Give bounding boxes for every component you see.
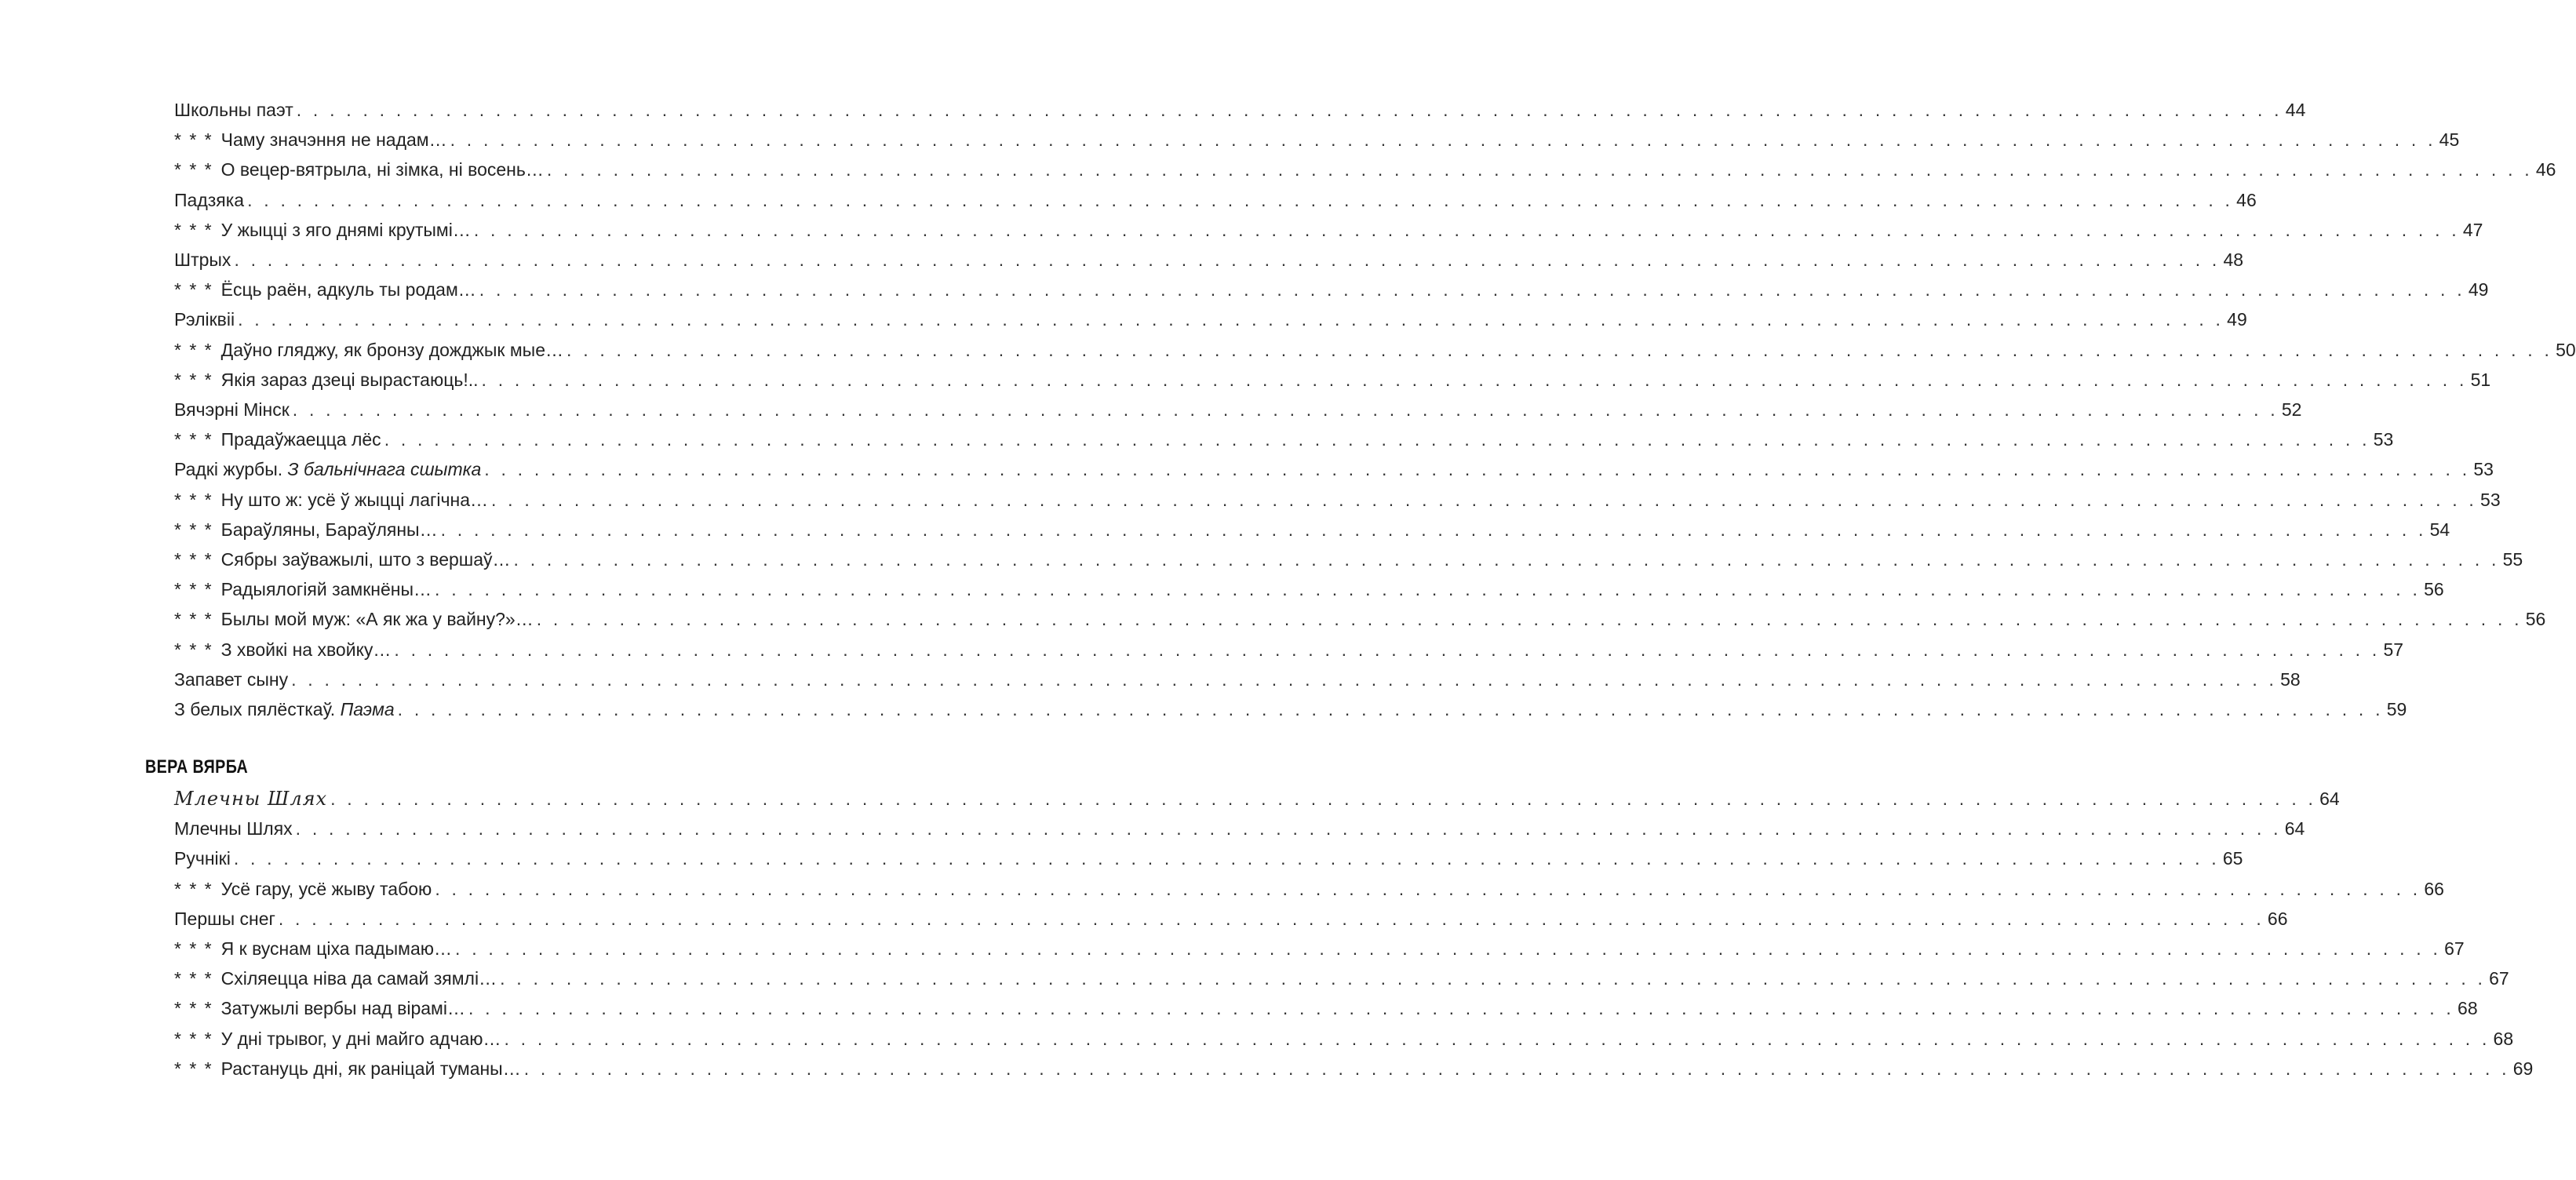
dot-leader: . . . . . . . . . . . . . . . . . . . . . . . . . . . . . . . . . . . . . . . . . . . . . . . . . . . . . . . . . . . . . . . . . . . . . . . . . . . . . . . . . . . . . . . . . . . . . . . . . . . . . . . . . . . . . . . . . . . . . . . .	[435, 579, 2421, 599]
dot-leader: . . . . . . . . . . . . . . . . . . . . . . . . . . . . . . . . . . . . . . . . . . . . . . . . . . . . . . . . . . . . . . . . . . . . . . . . . . . . . . . . . . . . . . . . . . . . . . . . . . . . . . . . . . . . . . . . . . . . . . . .	[490, 490, 2478, 510]
dot-leader: . . . . . . . . . . . . . . . . . . . . . . . . . . . . . . . . . . . . . . . . . . . . . . . . . . . . . . . . . . . . . . . . . . . . . . . . . . . . . . . . . . . . . . . . . . . . . . . . . . . . . . . . . . . . . . . . . . . . . . . .	[234, 249, 2221, 270]
entry-title-text: Першы снег	[174, 909, 275, 929]
dot-leader: . . . . . . . . . . . . . . . . . . . . . . . . . . . . . . . . . . . . . . . . . . . . . . . . . . . . . . . . . . . . . . . . . . . . . . . . . . . . . . . . . . . . . . . . . . . . . . . . . . . . . . . . . . . . . . . . . . . . . . . .	[394, 639, 2381, 660]
toc-entry	[174, 786, 2340, 811]
toc-entry	[174, 307, 2247, 332]
toc-entry-title	[174, 157, 544, 182]
toc-entry-title	[174, 247, 231, 272]
page-number: 49	[2227, 309, 2247, 330]
toc-entry-title	[174, 547, 511, 572]
page-number: 64	[2319, 788, 2340, 809]
toc-entry	[174, 996, 2478, 1021]
toc-entry-title	[174, 188, 244, 213]
dot-leader: . . . . . . . . . . . . . . . . . . . . . . . . . . . . . . . . . . . . . . . . . . . . . . . . . . . . . . . . . . . . . . . . . . . . . . . . . . . . . . . . . . . . . . . . . . . . . . . . . . . . . . . . . . . . . . . . . . . . . . . .	[435, 879, 2421, 899]
entry-title-text: Схіляецца ніва да самай зямлі…	[220, 968, 497, 989]
dot-leader: . . . . . . . . . . . . . . . . . . . . . . . . . . . . . . . . . . . . . . . . . . . . . . . . . . . . . . . . . . . . . . . . . . . . . . . . . . . . . . . . . . . . . . . . . . . . . . . . . . . . . . . . . . . . . . . . . . . . . . . .	[481, 370, 2468, 390]
entry-title-text: Растануць дні, як раніцай туманы…	[220, 1058, 521, 1079]
toc-entry	[174, 188, 2257, 213]
toc-entry-title	[174, 127, 447, 152]
page-number: 52	[2281, 399, 2302, 420]
dot-leader: . . . . . . . . . . . . . . . . . . . . . . . . . . . . . . . . . . . . . . . . . . . . . . . . . . . . . . . . . . . . . . . . . . . . . . . . . . . . . . . . . . . . . . . . . . . . . . . . . . . . . . . . . . . . . . . . . . . . . . . .	[473, 220, 2460, 240]
toc-entry	[174, 217, 2483, 242]
toc-entry	[174, 97, 2306, 122]
toc-entry-title	[174, 217, 471, 242]
asterism: * * *	[174, 998, 213, 1018]
toc-entry	[174, 816, 2305, 841]
entry-title-text: Прадаўжаецца лёс	[220, 429, 381, 450]
asterism: * * *	[174, 1029, 213, 1049]
asterism: * * *	[174, 579, 213, 599]
entry-title-text: Затужылі вербы над вірамі…	[220, 998, 465, 1018]
entry-title-text: Запавет сыну	[174, 669, 289, 690]
toc-entry	[174, 397, 2302, 422]
asterism: * * *	[174, 1058, 213, 1079]
asterism: * * *	[174, 490, 213, 510]
entry-title-text: У жыцці з яго днямі крутымі…	[220, 220, 471, 240]
toc-entry	[174, 637, 2404, 662]
dot-leader: . . . . . . . . . . . . . . . . . . . . . . . . . . . . . . . . . . . . . . . . . . . . . . . . . . . . . . . . . . . . . . . . . . . . . . . . . . . . . . . . . . . . . . . . . . . . . . . . . . . . . . . . . . . . . . . . . . . . . . . .	[292, 399, 2279, 420]
toc-entry-title	[174, 936, 452, 961]
asterism: * * *	[174, 129, 213, 150]
entry-subtitle: З бальнічнага сшытка	[287, 459, 482, 479]
toc-entry	[174, 247, 2244, 272]
dot-leader: . . . . . . . . . . . . . . . . . . . . . . . . . . . . . . . . . . . . . . . . . . . . . . . . . . . . . . . . . . . . . . . . . . . . . . . . . . . . . . . . . . . . . . . . . . . . . . . . . . . . . . . . . . . . . . . . . . . . . . . .	[513, 549, 2500, 570]
toc-entry-title	[174, 906, 275, 931]
toc-entry	[174, 517, 2450, 542]
toc-entry-title	[174, 1026, 501, 1051]
entry-title-text: Ручнікі	[174, 848, 231, 869]
toc-entry	[174, 487, 2501, 512]
asterism: * * *	[174, 519, 213, 540]
section-heading: ВЕРА ВЯРБА	[145, 756, 249, 778]
dot-leader: . . . . . . . . . . . . . . . . . . . . . . . . . . . . . . . . . . . . . . . . . . . . . . . . . . . . . . . . . . . . . . . . . . . . . . . . . . . . . . . . . . . . . . . . . . . . . . . . . . . . . . . . . . . . . . . . . . . . . . . .	[291, 669, 2278, 690]
dot-leader: . . . . . . . . . . . . . . . . . . . . . . . . . . . . . . . . . . . . . . . . . . . . . . . . . . . . . . . . . . . . . . . . . . . . . . . . . . . . . . . . . . . . . . . . . . . . . . . . . . . . . . . . . . . . . . . . . . . . . . . .	[500, 968, 2487, 989]
toc-entry-title	[174, 966, 497, 991]
asterism: * * *	[174, 220, 213, 240]
dot-leader: . . . . . . . . . . . . . . . . . . . . . . . . . . . . . . . . . . . . . . . . . . . . . . . . . . . . . . . . . . . . . . . . . . . . . . . . . . . . . . . . . . . . . . . . . . . . . . . . . . . . . . . . . . . . . . . . . . . . . . . .	[567, 340, 2553, 360]
dot-leader: . . . . . . . . . . . . . . . . . . . . . . . . . . . . . . . . . . . . . . . . . . . . . . . . . . . . . . . . . . . . . . . . . . . . . . . . . . . . . . . . . . . . . . . . . . . . . . . . . . . . . . . . . . . . . . . . . . . . . . . .	[233, 848, 2220, 869]
entry-title-text: Вячэрні Мінск	[174, 399, 290, 420]
page-number: 56	[2525, 609, 2546, 629]
entry-title-text: У дні трывог, у дні майго адчаю…	[220, 1029, 501, 1049]
toc-entry-title	[174, 667, 288, 692]
toc-entry	[174, 846, 2243, 871]
page-number: 69	[2512, 1058, 2534, 1079]
toc-entry	[174, 457, 2494, 482]
page-number: 59	[2386, 699, 2407, 719]
page-number: 53	[2473, 459, 2494, 479]
toc-entry	[174, 367, 2491, 392]
toc-entry-title	[174, 846, 231, 871]
page-number: 55	[2502, 549, 2523, 570]
entry-title-text: Штрых	[174, 249, 231, 270]
entry-title-text: З хвойкі на хвойку…	[220, 639, 392, 660]
toc-entry-title	[174, 487, 488, 512]
dot-leader: . . . . . . . . . . . . . . . . . . . . . . . . . . . . . . . . . . . . . . . . . . . . . . . . . . . . . . . . . . . . . . . . . . . . . . . . . . . . . . . . . . . . . . . . . . . . . . . . . . . . . . . . . . . . . . . . . . . . . . . .	[536, 609, 2523, 629]
dot-leader: . . . . . . . . . . . . . . . . . . . . . . . . . . . . . . . . . . . . . . . . . . . . . . . . . . . . . . . . . . . . . . . . . . . . . . . . . . . . . . . . . . . . . . . . . . . . . . . . . . . . . . . . . . . . . . . . . . . . . . . .	[238, 309, 2224, 330]
entry-title-text: Радыялогіяй замкнёны…	[220, 579, 432, 599]
dot-leader: . . . . . . . . . . . . . . . . . . . . . . . . . . . . . . . . . . . . . . . . . . . . . . . . . . . . . . . . . . . . . . . . . . . . . . . . . . . . . . . . . . . . . . . . . . . . . . . . . . . . . . . . . . . . . . . . . . . . . . . .	[397, 699, 2384, 719]
toc-entry	[174, 697, 2407, 722]
page-number: 48	[2223, 249, 2244, 270]
entry-title-text: Якія зараз дзеці вырастаюць!..	[220, 370, 479, 390]
toc-entry-title	[174, 517, 438, 542]
page-number: 50	[2556, 340, 2576, 360]
toc-entry-title	[174, 876, 432, 901]
toc-entry	[174, 157, 2556, 182]
page-number: 56	[2424, 579, 2444, 599]
toc-entry-title	[174, 816, 293, 841]
dot-leader: . . . . . . . . . . . . . . . . . . . . . . . . . . . . . . . . . . . . . . . . . . . . . . . . . . . . . . . . . . . . . . . . . . . . . . . . . . . . . . . . . . . . . . . . . . . . . . . . . . . . . . . . . . . . . . . . . . . . . . . .	[450, 129, 2436, 150]
toc-entry-title	[174, 457, 481, 482]
page-number: 67	[2489, 968, 2509, 989]
asterism: * * *	[174, 429, 213, 450]
toc-entry-title	[174, 307, 235, 332]
toc-entry	[174, 1026, 2514, 1051]
toc-entry	[174, 427, 2394, 452]
page-number: 68	[2458, 998, 2478, 1018]
dot-leader: . . . . . . . . . . . . . . . . . . . . . . . . . . . . . . . . . . . . . . . . . . . . . . . . . . . . . . . . . . . . . . . . . . . . . . . . . . . . . . . . . . . . . . . . . . . . . . . . . . . . . . . . . . . . . . . . . . . . . . . .	[455, 938, 2442, 959]
page-number: 49	[2468, 279, 2489, 300]
toc-entry	[174, 876, 2444, 901]
entry-title-text: Ёсць раён, адкуль ты родам…	[220, 279, 476, 300]
page-number: 46	[2535, 159, 2556, 180]
toc-entry-title	[174, 996, 465, 1021]
entry-title-text: Падзяка	[174, 190, 245, 210]
entry-title-text: Бараўляны, Бараўляны…	[220, 519, 438, 540]
entry-title-text: Школьны паэт	[174, 100, 293, 120]
dot-leader: . . . . . . . . . . . . . . . . . . . . . . . . . . . . . . . . . . . . . . . . . . . . . . . . . . . . . . . . . . . . . . . . . . . . . . . . . . . . . . . . . . . . . . . . . . . . . . . . . . . . . . . . . . . . . . . . . . . . . . . .	[504, 1029, 2490, 1049]
dot-leader: . . . . . . . . . . . . . . . . . . . . . . . . . . . . . . . . . . . . . . . . . . . . . . . . . . . . . . . . . . . . . . . . . . . . . . . . . . . . . . . . . . . . . . . . . . . . . . . . . . . . . . . . . . . . . . . . . . . . . . . .	[484, 459, 2471, 479]
page-number: 58	[2280, 669, 2301, 690]
page-number: 66	[2267, 909, 2288, 929]
dot-leader: . . . . . . . . . . . . . . . . . . . . . . . . . . . . . . . . . . . . . . . . . . . . . . . . . . . . . . . . . . . . . . . . . . . . . . . . . . . . . . . . . . . . . . . . . . . . . . . . . . . . . . . . . . . . . . . . . . . . . . . .	[384, 429, 2370, 450]
toc-entry-title	[174, 606, 534, 632]
page-number: 68	[2493, 1029, 2514, 1049]
asterism: * * *	[174, 639, 213, 660]
page-number: 64	[2284, 818, 2305, 839]
toc-entry-title	[174, 367, 479, 392]
toc-entry	[174, 936, 2465, 961]
toc-entry	[174, 337, 2576, 362]
asterism: * * *	[174, 968, 213, 989]
dot-leader: . . . . . . . . . . . . . . . . . . . . . . . . . . . . . . . . . . . . . . . . . . . . . . . . . . . . . . . . . . . . . . . . . . . . . . . . . . . . . . . . . . . . . . . . . . . . . . . . . . . . . . . . . . . . . . . . . . . . . . . .	[440, 519, 2427, 540]
toc-entry	[174, 547, 2523, 572]
page-number: 65	[2222, 848, 2243, 869]
entry-title-text: Даўно гляджу, як бронзу дожджык мые…	[220, 340, 564, 360]
dot-leader: . . . . . . . . . . . . . . . . . . . . . . . . . . . . . . . . . . . . . . . . . . . . . . . . . . . . . . . . . . . . . . . . . . . . . . . . . . . . . . . . . . . . . . . . . . . . . . . . . . . . . . . . . . . . . . . . . . . . . . . .	[247, 190, 2234, 210]
toc-entry-title	[174, 337, 563, 362]
page-number: 66	[2424, 879, 2444, 899]
dot-leader: . . . . . . . . . . . . . . . . . . . . . . . . . . . . . . . . . . . . . . . . . . . . . . . . . . . . . . . . . . . . . . . . . . . . . . . . . . . . . . . . . . . . . . . . . . . . . . . . . . . . . . . . . . . . . . . . . . . . . . . .	[479, 279, 2465, 300]
entry-title-text: О вецер-вятрыла, ні зімка, ні восень…	[220, 159, 544, 180]
asterism: * * *	[174, 159, 213, 180]
asterism: * * *	[174, 279, 213, 300]
page-number: 53	[2373, 429, 2394, 450]
page-number: 57	[2383, 639, 2404, 660]
entry-title-text: З белых пялёсткаў.	[174, 699, 341, 719]
toc-entry-title	[174, 577, 432, 602]
asterism: * * *	[174, 340, 213, 360]
dot-leader: . . . . . . . . . . . . . . . . . . . . . . . . . . . . . . . . . . . . . . . . . . . . . . . . . . . . . . . . . . . . . . . . . . . . . . . . . . . . . . . . . . . . . . . . . . . . . . . . . . . . . . . . . . . . . . . . . . . . . . . .	[523, 1058, 2510, 1079]
toc-entry	[174, 606, 2546, 632]
dot-leader: . . . . . . . . . . . . . . . . . . . . . . . . . . . . . . . . . . . . . . . . . . . . . . . . . . . . . . . . . . . . . . . . . . . . . . . . . . . . . . . . . . . . . . . . . . . . . . . . . . . . . . . . . . . . . . . . . . . . . . . .	[546, 159, 2533, 180]
asterism: * * *	[174, 938, 213, 959]
toc-entry-title	[174, 97, 293, 122]
entry-title-text: Чаму значэння не надам…	[220, 129, 447, 150]
toc-entry-title	[174, 1056, 521, 1081]
entry-title-text: Сябры заўважылі, што з вершаў…	[220, 549, 511, 570]
page-number: 53	[2480, 490, 2501, 510]
asterism: * * *	[174, 370, 213, 390]
page-number: 44	[2285, 100, 2306, 120]
toc-entry-title	[174, 637, 391, 662]
entry-title-text: Я к вуснам ціха падымаю…	[220, 938, 453, 959]
toc-entry-title	[174, 397, 290, 422]
page-number: 54	[2429, 519, 2450, 540]
collection-title: Млечны Шлях	[174, 788, 328, 810]
entry-title-text: Млечны Шлях	[174, 818, 293, 839]
toc-entry-title	[174, 786, 327, 811]
entry-subtitle: Паэма	[340, 699, 395, 719]
entry-title-text: Радкі журбы.	[174, 459, 288, 479]
entry-title-text: Ну што ж: усё ў жыцці лагічна…	[220, 490, 488, 510]
asterism: * * *	[174, 609, 213, 629]
page-number: 45	[2439, 129, 2460, 150]
toc-entry	[174, 906, 2288, 931]
entry-title-text: Рэліквіі	[174, 309, 235, 330]
toc-entry	[174, 667, 2301, 692]
asterism: * * *	[174, 879, 213, 899]
entry-title-text: Былы мой муж: «А як жа у вайну?»…	[220, 609, 534, 629]
page-number: 46	[2236, 190, 2257, 210]
dot-leader: . . . . . . . . . . . . . . . . . . . . . . . . . . . . . . . . . . . . . . . . . . . . . . . . . . . . . . . . . . . . . . . . . . . . . . . . . . . . . . . . . . . . . . . . . . . . . . . . . . . . . . . . . . . . . . . . . . . . . . . .	[278, 909, 2264, 929]
page-number: 67	[2444, 938, 2465, 959]
toc-entry-title	[174, 427, 381, 452]
toc-entry-title	[174, 697, 395, 722]
dot-leader: . . . . . . . . . . . . . . . . . . . . . . . . . . . . . . . . . . . . . . . . . . . . . . . . . . . . . . . . . . . . . . . . . . . . . . . . . . . . . . . . . . . . . . . . . . . . . . . . . . . . . . . . . . . . . . . . . . . . . . . .	[296, 100, 2283, 120]
toc-entry	[174, 577, 2444, 602]
toc-entry	[174, 966, 2509, 991]
page-number: 47	[2462, 220, 2483, 240]
dot-leader: . . . . . . . . . . . . . . . . . . . . . . . . . . . . . . . . . . . . . . . . . . . . . . . . . . . . . . . . . . . . . . . . . . . . . . . . . . . . . . . . . . . . . . . . . . . . . . . . . . . . . . . . . . . . . . . . . . . . . . . .	[330, 788, 2317, 809]
toc-entry	[174, 127, 2460, 152]
toc-entry	[174, 1056, 2534, 1081]
dot-leader: . . . . . . . . . . . . . . . . . . . . . . . . . . . . . . . . . . . . . . . . . . . . . . . . . . . . . . . . . . . . . . . . . . . . . . . . . . . . . . . . . . . . . . . . . . . . . . . . . . . . . . . . . . . . . . . . . . . . . . . .	[295, 818, 2282, 839]
dot-leader: . . . . . . . . . . . . . . . . . . . . . . . . . . . . . . . . . . . . . . . . . . . . . . . . . . . . . . . . . . . . . . . . . . . . . . . . . . . . . . . . . . . . . . . . . . . . . . . . . . . . . . . . . . . . . . . . . . . . . . . .	[468, 998, 2455, 1018]
asterism: * * *	[174, 549, 213, 570]
toc-entry-title	[174, 277, 476, 302]
toc-entry	[174, 277, 2489, 302]
entry-title-text: Усё гару, усё жыву табою	[220, 879, 432, 899]
page-number: 51	[2470, 370, 2491, 390]
